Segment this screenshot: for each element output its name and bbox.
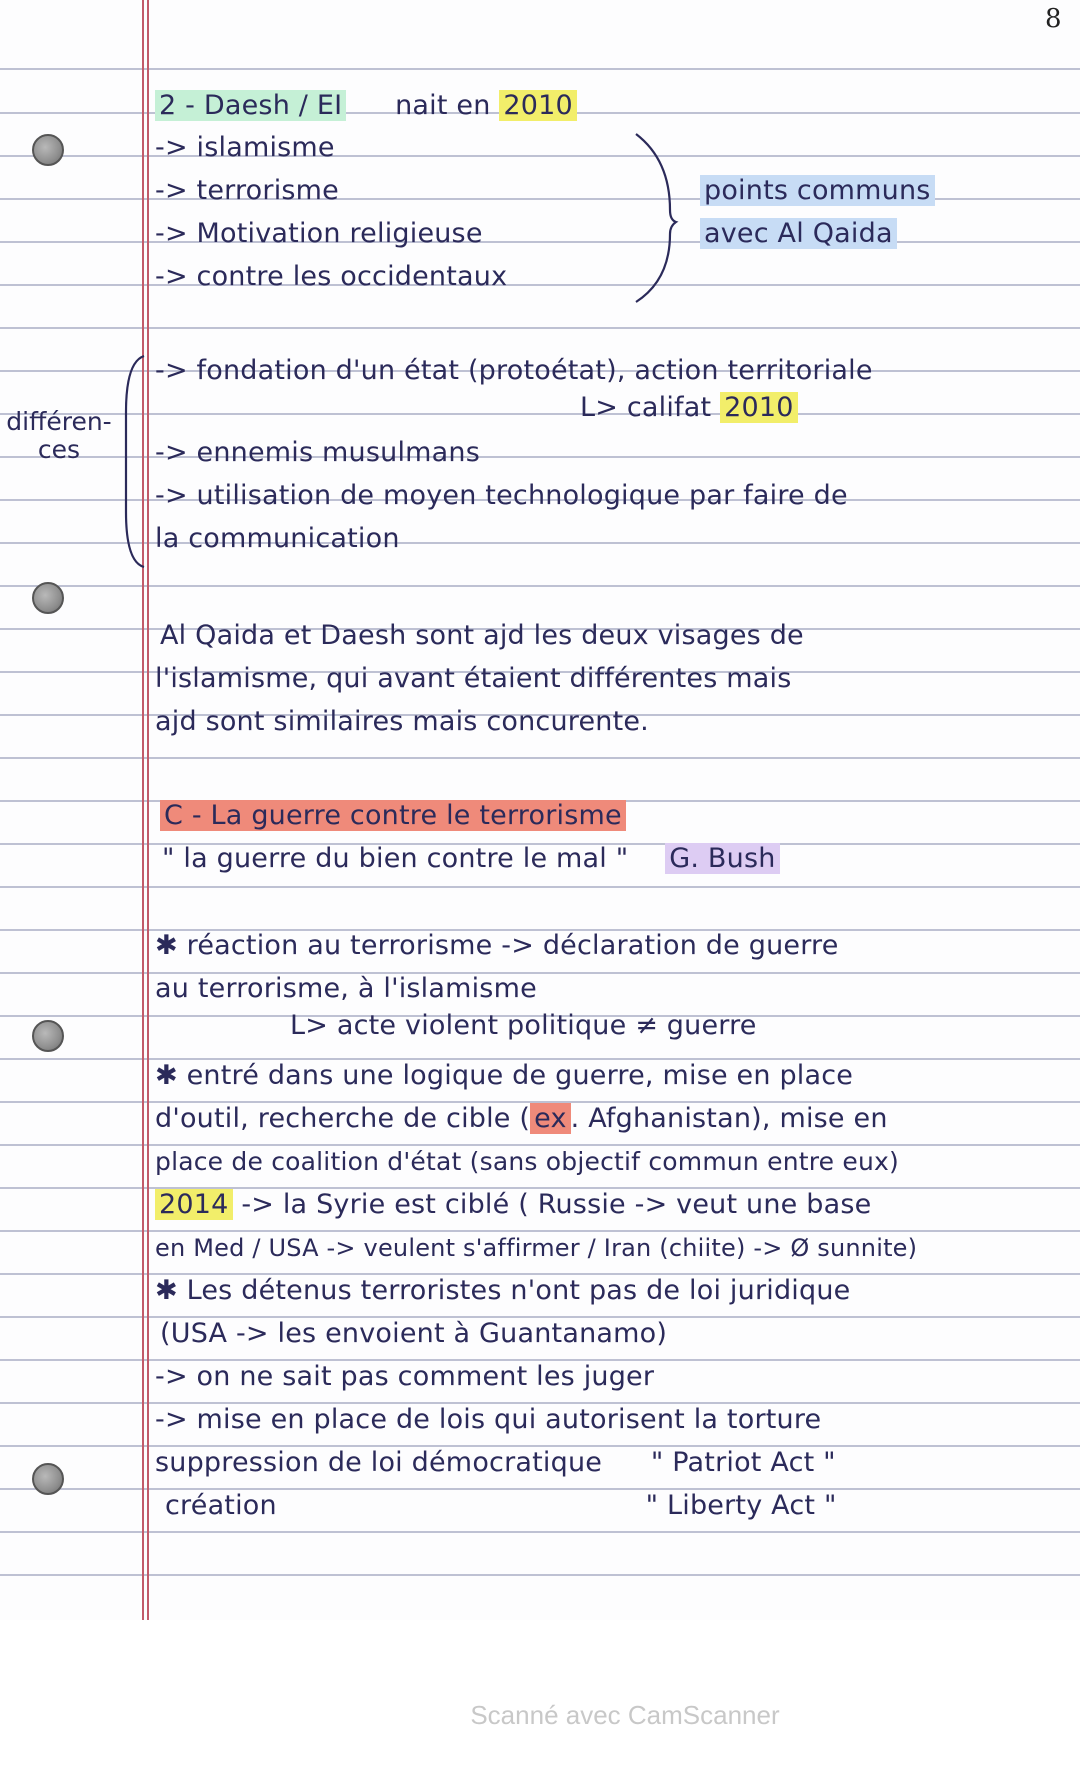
heading-text: nait en bbox=[395, 90, 491, 121]
list-item: -> islamisme bbox=[155, 132, 335, 163]
binder-hole bbox=[32, 582, 64, 614]
list-item: la communication bbox=[155, 523, 400, 554]
watermark-text: Scanné avec CamScanner bbox=[470, 1700, 780, 1730]
bullet-line: -> on ne sait pas comment les juger bbox=[155, 1361, 655, 1392]
brace-note-text: points communs bbox=[700, 175, 935, 206]
year-highlight: 2010 bbox=[499, 90, 577, 121]
highlighted-title: 2 - Daesh / EI bbox=[155, 90, 346, 121]
ruled-line bbox=[0, 68, 1080, 70]
text-segment: d'outil, recherche de cible ( bbox=[155, 1103, 531, 1134]
margin-line bbox=[147, 0, 149, 1620]
text-segment: -> la Syrie est ciblé ( Russie -> veut une base bbox=[241, 1189, 872, 1220]
paragraph-line: ajd sont similaires mais concurente. bbox=[155, 706, 649, 737]
margin-note: différen- ces bbox=[6, 407, 112, 464]
year-highlight: 2010 bbox=[720, 392, 798, 423]
section-title: C - La guerre contre le terrorisme bbox=[160, 800, 626, 831]
bullet-line: au terrorisme, à l'islamisme bbox=[155, 973, 537, 1004]
binder-hole bbox=[32, 1463, 64, 1495]
brace-note bbox=[700, 218, 897, 250]
sub-item-text: L> califat bbox=[580, 392, 712, 423]
left-bracket bbox=[118, 352, 148, 572]
brace-note-text: avec Al Qaida bbox=[700, 218, 897, 249]
paragraph-line: Al Qaida et Daesh sont ajd les deux visages de bbox=[160, 620, 804, 651]
margin-line bbox=[142, 0, 144, 1620]
year-highlight: 2014 bbox=[155, 1189, 233, 1220]
sub-item bbox=[580, 392, 798, 424]
right-brace bbox=[630, 130, 680, 305]
section-heading-daesh bbox=[155, 90, 577, 122]
bullet-line: en Med / USA -> veulent s'affirmer / Iran (chiite) -> Ø sunnite) bbox=[155, 1234, 918, 1262]
text-segment: suppression de loi démocratique bbox=[155, 1447, 603, 1478]
list-item: -> Motivation religieuse bbox=[155, 218, 483, 249]
ruled-line bbox=[0, 327, 1080, 329]
list-item: -> fondation d'un état (protoétat), action territoriale bbox=[155, 355, 873, 386]
ruled-line bbox=[0, 413, 1080, 415]
text-segment: . Afghanistan), mise en bbox=[570, 1103, 888, 1134]
section-heading-c bbox=[160, 800, 626, 832]
list-item: -> contre les occidentaux bbox=[155, 261, 508, 292]
example-highlight: ex bbox=[530, 1103, 571, 1134]
list-item: -> utilisation de moyen technologique par faire de bbox=[155, 480, 848, 511]
ruled-line bbox=[0, 757, 1080, 759]
bullet-line bbox=[155, 1447, 836, 1479]
bullet-line bbox=[165, 1490, 837, 1522]
act-name: " Liberty Act " bbox=[645, 1490, 837, 1521]
ruled-line bbox=[0, 585, 1080, 587]
bullet-line bbox=[155, 1189, 871, 1221]
ruled-line bbox=[0, 886, 1080, 888]
bullet-line: ✱ réaction au terrorisme -> déclaration de guerre bbox=[155, 930, 839, 961]
page-number: 8 bbox=[1045, 4, 1062, 34]
bullet-line: ✱ Les détenus terroristes n'ont pas de loi juridique bbox=[155, 1275, 851, 1306]
binder-hole bbox=[32, 1020, 64, 1052]
bullet-line: -> mise en place de lois qui autorisent la torture bbox=[155, 1404, 822, 1435]
bullet-line: (USA -> les envoient à Guantanamo) bbox=[160, 1318, 668, 1349]
text-segment: création bbox=[165, 1490, 277, 1521]
list-item: -> terrorisme bbox=[155, 175, 339, 206]
bullet-line bbox=[155, 1103, 888, 1135]
ruled-line bbox=[0, 1531, 1080, 1533]
sub-item: L> acte violent politique ≠ guerre bbox=[290, 1010, 757, 1041]
author-highlight: G. Bush bbox=[665, 843, 779, 874]
scanner-watermark bbox=[0, 1700, 1080, 1731]
act-name: " Patriot Act " bbox=[650, 1447, 836, 1478]
bullet-line: ✱ entré dans une logique de guerre, mise en place bbox=[155, 1060, 854, 1091]
quote-text: " la guerre du bien contre le mal " bbox=[162, 843, 629, 874]
paragraph-line: l'islamisme, qui avant étaient différentes mais bbox=[155, 663, 792, 694]
binder-hole bbox=[32, 134, 64, 166]
bullet-line: place de coalition d'état (sans objectif commun entre eux) bbox=[155, 1147, 899, 1176]
brace-note bbox=[700, 175, 935, 207]
ruled-line bbox=[0, 1574, 1080, 1576]
list-item: -> ennemis musulmans bbox=[155, 437, 480, 468]
quote-line bbox=[162, 843, 780, 875]
